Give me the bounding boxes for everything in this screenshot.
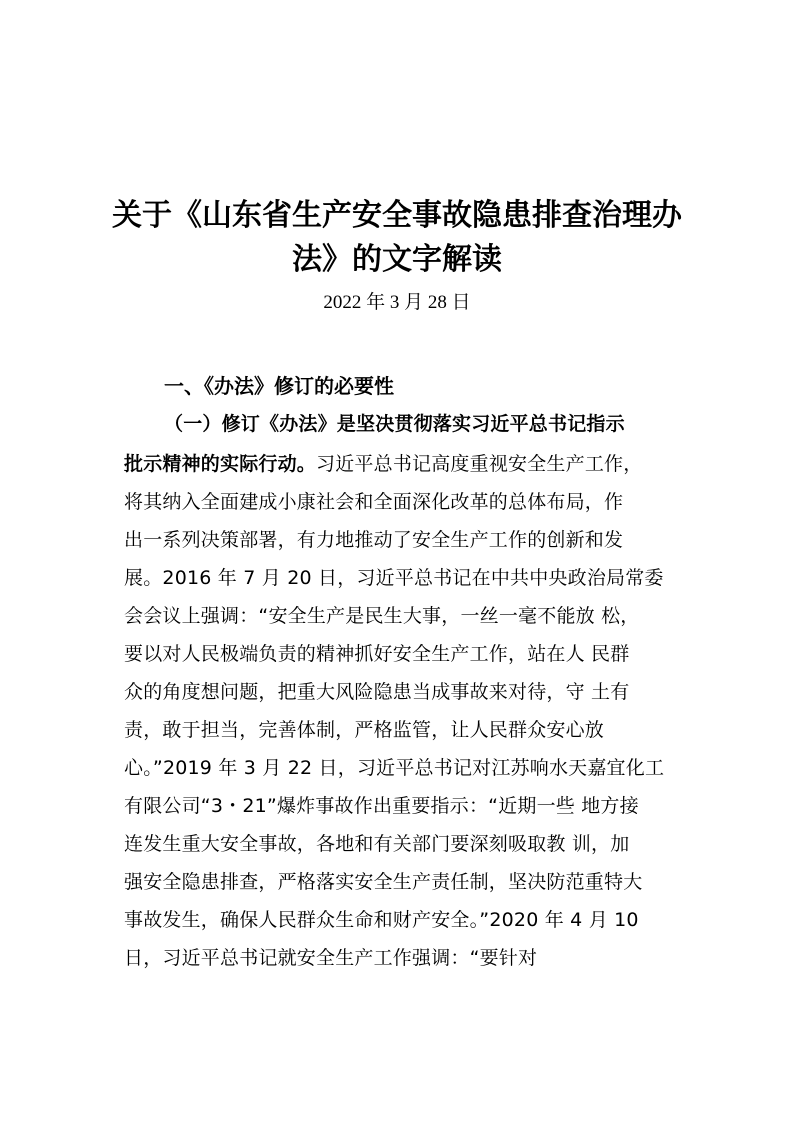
section-heading: 一、《办法》修订的必要性 xyxy=(164,374,394,398)
paragraph-text: 习近平总书记高度重视安全生产工作， xyxy=(316,453,643,475)
paragraph-line: 有限公司“3・21”爆炸事故作出重要指示：“近期一些 地方接 xyxy=(124,795,639,817)
document-date: 2022 年 3 月 28 日 xyxy=(323,292,471,313)
paragraph-line: 要以对人民极端负责的精神抓好安全生产工作，站在人 民群 xyxy=(124,643,630,665)
paragraph-line: 强安全隐患排查，严格落实安全生产责任制，坚决防范重特大 xyxy=(124,871,643,893)
paragraph-line: 众的角度想问题，把重大风险隐患当成事故来对待，守 土有 xyxy=(124,681,630,703)
document-title-line-2: 法》的文字解读 xyxy=(292,242,502,277)
paragraph-line: 出一系列决策部署，有力地推动了安全生产工作的创新和发 xyxy=(124,529,624,551)
document-title-line-1: 关于《山东省生产安全事故隐患排查治理办 xyxy=(112,198,682,233)
paragraph-line: 心。”2019 年 3 月 22 日，习近平总书记对江苏响水天嘉宜化工 xyxy=(124,757,665,779)
paragraph-line: 连发生重大安全事故，各地和有关部门要深刻吸取教 训，加 xyxy=(124,833,630,855)
paragraph-line: 展。2016 年 7 月 20 日，习近平总书记在中共中央政治局常委 xyxy=(124,567,664,589)
paragraph-line xyxy=(124,450,642,478)
subsection-heading-continued: 批示精神的实际行动。 xyxy=(124,453,317,475)
paragraph-line: 责，敢于担当，完善体制，严格监管，让人民群众安心放 xyxy=(124,719,605,741)
paragraph-line: 会会议上强调：“安全生产是民生大事，一丝一毫不能放 松， xyxy=(124,605,640,627)
paragraph-line: 将其纳入全面建成小康社会和全面深化改革的总体布局，作 xyxy=(124,491,624,513)
subsection-heading: （一）修订《办法》是坚决贯彻落实习近平总书记指示 xyxy=(164,413,625,435)
paragraph-line: 事故发生，确保人民群众生命和财产安全。”2020 年 4 月 10 xyxy=(124,909,639,931)
paragraph-line: 日，习近平总书记就安全生产工作强调：“要针对 xyxy=(124,947,538,969)
